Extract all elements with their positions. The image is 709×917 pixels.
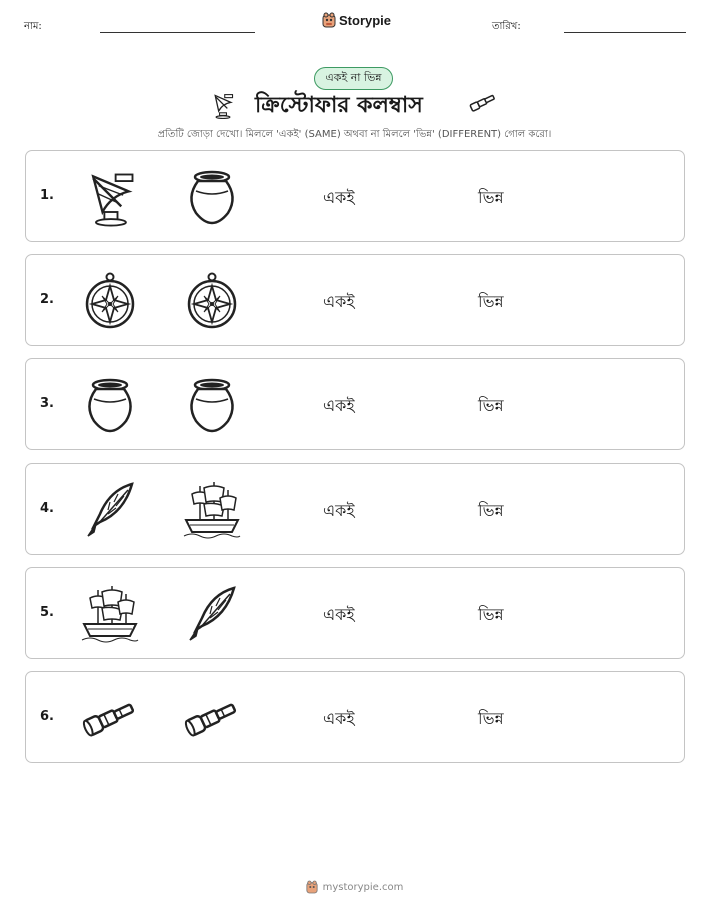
- exercise-row: [25, 150, 685, 242]
- same-option[interactable]: একই: [323, 500, 355, 520]
- date-label: তারিখ:: [492, 21, 521, 32]
- name-label: নাম:: [24, 21, 42, 32]
- row-number: 1.: [40, 188, 54, 203]
- footer-url[interactable]: mystorypie.com: [322, 881, 404, 893]
- exercise-row: [25, 463, 685, 555]
- pot-icon: [80, 375, 140, 435]
- row-number: 4.: [40, 500, 54, 516]
- same-option[interactable]: একই: [323, 188, 355, 207]
- title-row: [0, 88, 709, 122]
- different-option[interactable]: ভিন্ন: [478, 292, 504, 312]
- sextant-icon: [210, 90, 236, 120]
- telescope-icon: [182, 688, 242, 748]
- row-number: 5.: [40, 604, 54, 620]
- same-option[interactable]: একই: [323, 708, 355, 728]
- same-option[interactable]: একই: [323, 292, 355, 312]
- ship-icon: [182, 480, 242, 540]
- exercise-row: [25, 358, 685, 450]
- brand-name: Storypie: [339, 12, 392, 28]
- pot-icon: [182, 167, 242, 227]
- telescope-icon: [468, 94, 498, 114]
- exercise-list: [25, 150, 685, 775]
- activity-badge: একই না ভিন্ন: [314, 67, 393, 90]
- row-number: 3.: [40, 396, 54, 412]
- exercise-row: [25, 254, 685, 346]
- brand-logo: [322, 12, 391, 28]
- storypie-logo-icon: [322, 12, 336, 28]
- pot-icon: [182, 375, 242, 435]
- date-field-line[interactable]: [564, 32, 686, 33]
- different-option[interactable]: ভিন্ন: [478, 396, 504, 416]
- row-number: 2.: [40, 292, 54, 308]
- instruction-text: প্রতিটি জোড়া দেখো। মিললে 'একই' (SAME) অথবা না মিললে 'ভিন্ন' (DIFFERENT) গোল করো।: [157, 129, 552, 140]
- different-option[interactable]: ভিন্ন: [478, 500, 504, 520]
- page-title: ক্রিস্টোফার কলম্বাস: [255, 93, 423, 118]
- exercise-row: [25, 567, 685, 659]
- different-option[interactable]: ভিন্ন: [478, 708, 504, 728]
- exercise-row: [25, 671, 685, 763]
- quill-icon: [80, 480, 140, 540]
- row-number: 6.: [40, 708, 54, 724]
- quill-icon: [182, 584, 242, 644]
- different-option[interactable]: ভিন্ন: [478, 188, 504, 207]
- storypie-logo-icon: [306, 880, 318, 894]
- compass-icon: [80, 271, 140, 331]
- telescope-icon: [80, 688, 140, 748]
- different-option[interactable]: ভিন্ন: [478, 604, 504, 624]
- worksheet-header: [0, 0, 709, 50]
- name-field-line[interactable]: [100, 32, 255, 33]
- same-option[interactable]: একই: [323, 604, 355, 624]
- same-option[interactable]: একই: [323, 396, 355, 416]
- footer: [0, 880, 709, 894]
- sextant-icon: [80, 167, 140, 227]
- ship-icon: [80, 584, 140, 644]
- compass-icon: [182, 271, 242, 331]
